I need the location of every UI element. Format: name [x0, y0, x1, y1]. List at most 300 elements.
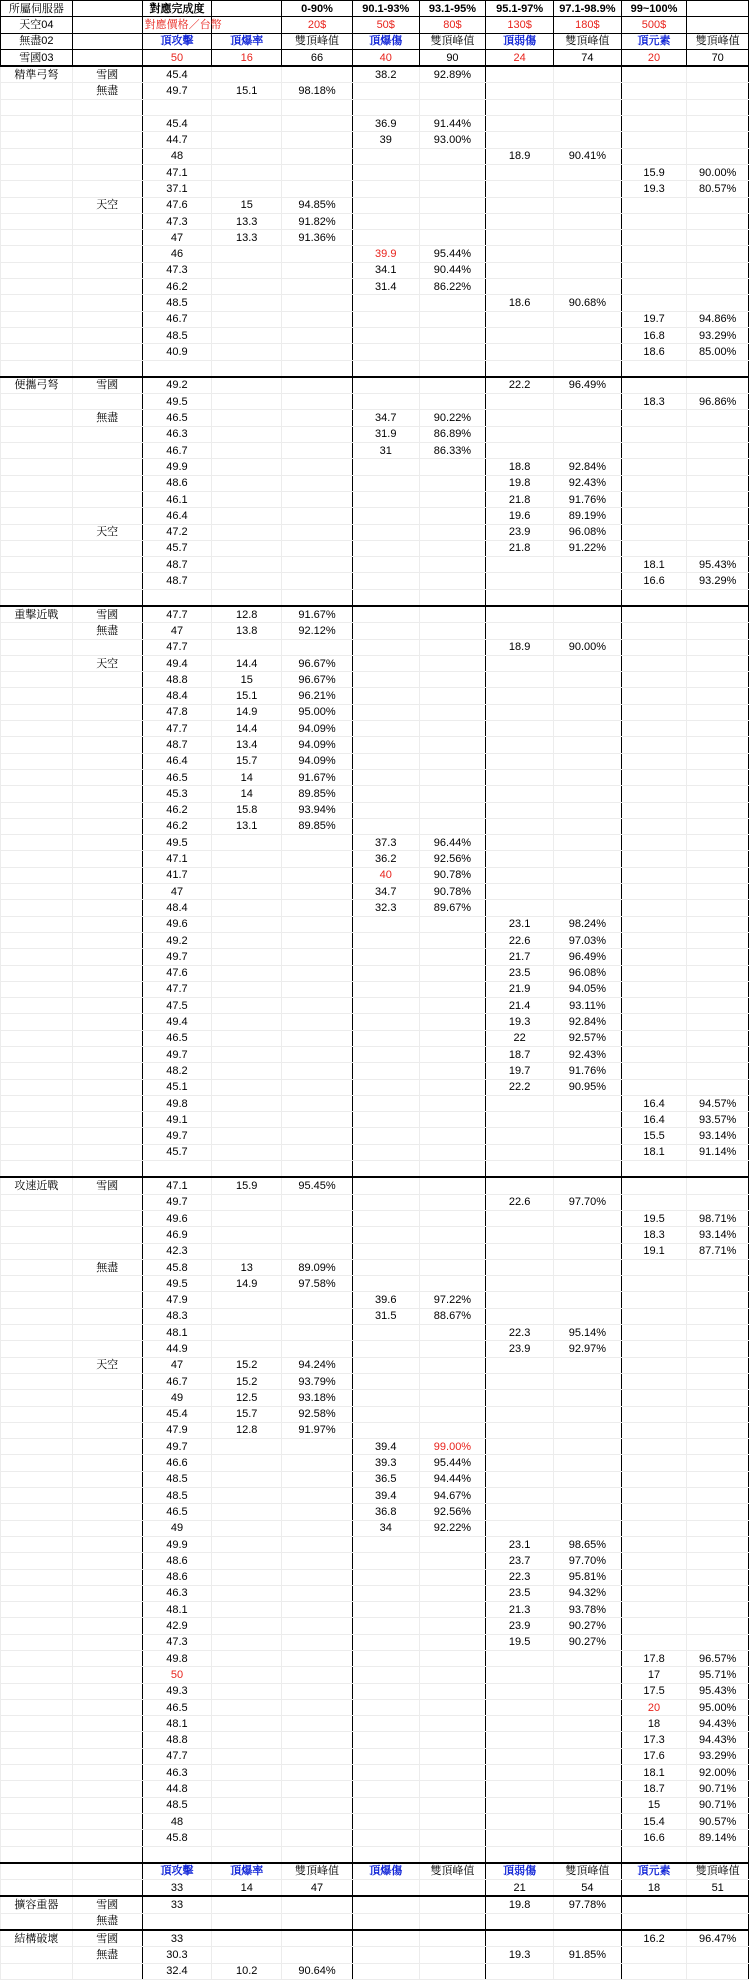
peak-a-col-cell	[282, 573, 353, 589]
peak-c-col-cell	[554, 1276, 622, 1292]
peak-a-col-cell	[282, 1161, 353, 1178]
peak-a-col-cell	[282, 1325, 353, 1341]
element-col-cell: 16.6	[621, 1830, 687, 1846]
crit-rate-col-cell	[212, 262, 282, 278]
weak-dmg-col-cell: 23.1	[486, 916, 554, 932]
peak-c-col-cell: 92.84%	[554, 1014, 622, 1030]
weak-dmg-col-cell: 22	[486, 1030, 554, 1046]
crit-dmg-col-cell	[352, 1765, 419, 1781]
peak-d-col-cell	[687, 769, 749, 785]
peak-a-col-cell	[282, 867, 353, 883]
region-col-cell	[72, 1194, 142, 1210]
peak-b-col-cell: 94.67%	[419, 1488, 486, 1504]
attack-col-cell: 42.9	[142, 1618, 212, 1634]
peak-d-col-cell	[687, 1390, 749, 1406]
crit-rate-col-cell	[212, 1667, 282, 1683]
table-row	[1, 246, 749, 262]
attack-col-cell: 48.8	[142, 1732, 212, 1748]
server-col-cell	[1, 557, 73, 573]
table-row	[1, 1585, 749, 1601]
region-col-cell: 天空	[72, 655, 142, 671]
peak-c-col-cell	[554, 426, 622, 442]
attack-col-cell: 47.3	[142, 262, 212, 278]
region-col-cell	[72, 867, 142, 883]
server-col-cell	[1, 1210, 73, 1226]
region-col-cell	[72, 1063, 142, 1079]
region-col-cell	[72, 1553, 142, 1569]
server-col-cell	[1, 83, 73, 99]
peak-a-col-cell	[282, 66, 353, 83]
table-row	[1, 1520, 749, 1536]
element-col-cell: 18.7	[621, 1781, 687, 1797]
peak-a-col-cell	[282, 835, 353, 851]
server-col-cell	[1, 1128, 73, 1144]
crit-rate-col-cell	[212, 1030, 282, 1046]
region-col-cell	[72, 1308, 142, 1324]
crit-dmg-col-cell	[352, 1406, 419, 1422]
crit-rate-col-cell	[212, 1047, 282, 1063]
crit-dmg-col-cell	[352, 1569, 419, 1585]
element-col-cell: 15.4	[621, 1813, 687, 1829]
attack-col-cell: 30.3	[142, 1947, 212, 1963]
server-col-cell	[1, 1504, 73, 1520]
weak-dmg-col-cell	[486, 1292, 554, 1308]
weak-dmg-col-cell	[486, 1667, 554, 1683]
weak-dmg-col-cell: 22.3	[486, 1569, 554, 1585]
weak-dmg-col-cell	[486, 1243, 554, 1259]
server-col-cell	[1, 1732, 73, 1748]
peak-b-col-cell	[419, 949, 486, 965]
region-col-cell	[72, 1536, 142, 1552]
element-col-cell	[621, 1357, 687, 1373]
attack-col-cell: 50	[142, 1667, 212, 1683]
region-col-cell	[72, 981, 142, 997]
element-col-cell	[621, 197, 687, 213]
server-col-cell	[1, 1520, 73, 1536]
weak-dmg-col-cell: 130$	[486, 17, 554, 33]
peak-b-col-cell	[419, 475, 486, 491]
weak-dmg-col-cell: 21.7	[486, 949, 554, 965]
crit-dmg-col-cell	[352, 540, 419, 556]
table-row	[1, 1194, 749, 1210]
peak-d-col-cell: 90.00%	[687, 164, 749, 180]
table-row	[1, 1716, 749, 1732]
region-col-cell	[72, 1880, 142, 1897]
peak-b-col-cell	[419, 1128, 486, 1144]
peak-a-col-cell: 0-90%	[282, 1, 353, 17]
region-col-cell	[72, 33, 142, 49]
attack-col-cell: 47.1	[142, 851, 212, 867]
region-col-cell	[72, 116, 142, 132]
weak-dmg-col-cell	[486, 1308, 554, 1324]
server-col-cell: 雪國03	[1, 49, 73, 66]
weak-dmg-col-cell	[486, 1455, 554, 1471]
peak-d-col-cell: 92.00%	[687, 1765, 749, 1781]
region-col-cell	[72, 132, 142, 148]
peak-c-col-cell: 90.95%	[554, 1079, 622, 1095]
peak-c-col-cell	[554, 1520, 622, 1536]
server-col-cell	[1, 769, 73, 785]
region-col-cell	[72, 900, 142, 916]
peak-b-col-cell	[419, 1830, 486, 1846]
crit-rate-col-cell	[212, 1128, 282, 1144]
peak-d-col-cell: 89.14%	[687, 1830, 749, 1846]
peak-a-col-cell: 94.09%	[282, 737, 353, 753]
crit-rate-col-cell	[212, 1569, 282, 1585]
crit-rate-col-cell	[212, 279, 282, 295]
server-col-cell	[1, 1488, 73, 1504]
server-col-cell	[1, 721, 73, 737]
region-col-cell	[72, 1797, 142, 1813]
attack-col-cell: 47.9	[142, 1422, 212, 1438]
table-row	[1, 1112, 749, 1128]
peak-d-col-cell	[687, 426, 749, 442]
crit-rate-col-cell	[212, 426, 282, 442]
peak-b-col-cell	[419, 1699, 486, 1715]
crit-rate-col-cell: 12.8	[212, 1422, 282, 1438]
table-row	[1, 981, 749, 997]
crit-rate-col-cell	[212, 1292, 282, 1308]
element-col-cell: 16.2	[621, 1930, 687, 1947]
server-col-cell: 無盡02	[1, 33, 73, 49]
crit-rate-col-cell	[212, 148, 282, 164]
crit-dmg-col-cell	[352, 1276, 419, 1292]
element-col-cell	[621, 1063, 687, 1079]
crit-rate-col-cell	[212, 932, 282, 948]
peak-b-col-cell	[419, 1014, 486, 1030]
peak-d-col-cell: 90.71%	[687, 1797, 749, 1813]
weak-dmg-col-cell	[486, 655, 554, 671]
weak-dmg-col-cell	[486, 1259, 554, 1275]
peak-b-col-cell	[419, 181, 486, 197]
peak-d-col-cell	[687, 83, 749, 99]
peak-b-col-cell	[419, 1765, 486, 1781]
server-col-cell	[1, 1471, 73, 1487]
peak-b-col-cell	[419, 148, 486, 164]
peak-d-col-cell	[687, 66, 749, 83]
weak-dmg-col-cell	[486, 1276, 554, 1292]
peak-c-col-cell: 74	[554, 49, 622, 66]
crit-dmg-col-cell	[352, 1585, 419, 1601]
server-col-cell	[1, 1667, 73, 1683]
crit-rate-col-cell	[212, 1634, 282, 1650]
server-col-cell: 攻速近戰	[1, 1177, 73, 1194]
weak-dmg-col-cell	[486, 360, 554, 377]
crit-dmg-col-cell	[352, 1602, 419, 1618]
table-row	[1, 327, 749, 343]
weak-dmg-col-cell	[486, 99, 554, 115]
peak-d-col-cell	[687, 295, 749, 311]
table-row	[1, 1618, 749, 1634]
region-col-cell	[72, 1439, 142, 1455]
peak-c-col-cell	[554, 197, 622, 213]
weak-dmg-col-cell	[486, 1813, 554, 1829]
region-col-cell	[72, 360, 142, 377]
element-col-cell	[621, 148, 687, 164]
peak-d-col-cell	[687, 230, 749, 246]
weak-dmg-col-cell	[486, 1161, 554, 1178]
element-col-cell	[621, 998, 687, 1014]
server-col-cell	[1, 459, 73, 475]
table-row	[1, 443, 749, 459]
peak-a-col-cell	[282, 965, 353, 981]
peak-d-col-cell: 98.71%	[687, 1210, 749, 1226]
element-col-cell: 19.1	[621, 1243, 687, 1259]
peak-d-col-cell	[687, 639, 749, 655]
crit-dmg-col-cell	[352, 1325, 419, 1341]
server-col-cell: 重擊近戰	[1, 606, 73, 623]
region-col-cell	[72, 1325, 142, 1341]
element-col-cell	[621, 965, 687, 981]
peak-a-col-cell	[282, 1846, 353, 1863]
peak-b-col-cell: 93.00%	[419, 132, 486, 148]
attack-col-cell: 48.7	[142, 737, 212, 753]
attack-col-cell: 47.7	[142, 606, 212, 623]
weak-dmg-col-cell	[486, 443, 554, 459]
region-col-cell	[72, 295, 142, 311]
peak-d-col-cell	[687, 1406, 749, 1422]
peak-c-col-cell	[554, 1797, 622, 1813]
peak-a-col-cell	[282, 311, 353, 327]
peak-d-col-cell	[687, 737, 749, 753]
crit-rate-col-cell: 15.1	[212, 83, 282, 99]
attack-col-cell	[142, 1913, 212, 1930]
crit-dmg-col-cell	[352, 1947, 419, 1963]
crit-rate-col-cell	[212, 164, 282, 180]
peak-b-col-cell	[419, 965, 486, 981]
table-row	[1, 737, 749, 753]
peak-a-col-cell	[282, 884, 353, 900]
crit-rate-col-cell	[212, 116, 282, 132]
region-col-cell: 無盡	[72, 410, 142, 426]
crit-rate-col-cell: 15.9	[212, 1177, 282, 1194]
peak-c-col-cell	[554, 851, 622, 867]
crit-rate-col-cell	[212, 1602, 282, 1618]
peak-c-col-cell	[554, 66, 622, 83]
crit-rate-col-cell	[212, 1210, 282, 1226]
table-row	[1, 1276, 749, 1292]
peak-d-col-cell	[687, 1422, 749, 1438]
peak-b-col-cell	[419, 1276, 486, 1292]
element-col-cell	[621, 491, 687, 507]
server-col-cell	[1, 1112, 73, 1128]
peak-a-col-cell	[282, 1748, 353, 1764]
server-col-cell	[1, 181, 73, 197]
weak-dmg-col-cell	[486, 721, 554, 737]
region-col-cell: 雪國	[72, 1896, 142, 1913]
crit-dmg-col-cell	[352, 83, 419, 99]
peak-b-col-cell	[419, 394, 486, 410]
peak-d-col-cell	[687, 1602, 749, 1618]
attack-col-cell: 48.1	[142, 1325, 212, 1341]
attack-col-cell: 46.3	[142, 426, 212, 442]
header-row-2	[1, 17, 749, 33]
server-col-cell	[1, 1095, 73, 1111]
element-col-cell: 20	[621, 49, 687, 66]
peak-d-col-cell: 96.57%	[687, 1650, 749, 1666]
peak-a-col-cell	[282, 1913, 353, 1930]
crit-dmg-col-cell	[352, 1830, 419, 1846]
attack-col-cell: 46.4	[142, 508, 212, 524]
region-col-cell: 無盡	[72, 83, 142, 99]
crit-rate-col-cell	[212, 1618, 282, 1634]
crit-rate-col-cell: 15	[212, 672, 282, 688]
table-row	[1, 1683, 749, 1699]
peak-c-col-cell: 92.97%	[554, 1341, 622, 1357]
crit-dmg-col-cell	[352, 459, 419, 475]
region-col-cell: 無盡	[72, 623, 142, 639]
attack-col-cell: 49.8	[142, 1095, 212, 1111]
attack-col-cell: 49.7	[142, 1128, 212, 1144]
peak-d-col-cell	[687, 1536, 749, 1552]
peak-b-col-cell	[419, 1373, 486, 1389]
element-col-cell: 19.7	[621, 311, 687, 327]
peak-a-col-cell	[282, 1830, 353, 1846]
peak-b-col-cell: 94.44%	[419, 1471, 486, 1487]
table-row	[1, 1813, 749, 1829]
server-col-cell	[1, 1194, 73, 1210]
peak-a-col-cell	[282, 1618, 353, 1634]
peak-b-col-cell	[419, 818, 486, 834]
crit-rate-col-cell	[212, 540, 282, 556]
table-row	[1, 1913, 749, 1930]
weak-dmg-col-cell	[486, 1373, 554, 1389]
region-col-cell	[72, 1390, 142, 1406]
element-col-cell	[621, 540, 687, 556]
element-col-cell	[621, 1325, 687, 1341]
server-col-cell	[1, 639, 73, 655]
table-row	[1, 1553, 749, 1569]
peak-a-col-cell: 95.00%	[282, 704, 353, 720]
peak-d-col-cell	[687, 1504, 749, 1520]
region-col-cell	[72, 1732, 142, 1748]
peak-c-col-cell: 94.32%	[554, 1585, 622, 1601]
table-row	[1, 786, 749, 802]
attack-col-cell: 47.3	[142, 1634, 212, 1650]
crit-dmg-col-cell	[352, 655, 419, 671]
server-col-cell	[1, 1422, 73, 1438]
server-col-cell	[1, 164, 73, 180]
peak-c-col-cell	[554, 1830, 622, 1846]
peak-a-col-cell	[282, 1650, 353, 1666]
peak-c-col-cell	[554, 394, 622, 410]
peak-a-col-cell	[282, 262, 353, 278]
element-col-cell	[621, 589, 687, 606]
crit-dmg-col-cell	[352, 1699, 419, 1715]
weak-dmg-col-cell	[486, 1406, 554, 1422]
peak-d-col-cell	[687, 132, 749, 148]
peak-a-col-cell	[282, 1699, 353, 1715]
element-col-cell	[621, 246, 687, 262]
crit-rate-col-cell	[212, 1095, 282, 1111]
table-row	[1, 1947, 749, 1963]
element-col-cell	[621, 753, 687, 769]
peak-b-col-cell	[419, 623, 486, 639]
table-row	[1, 1830, 749, 1846]
table-row	[1, 1128, 749, 1144]
server-col-cell	[1, 1947, 73, 1963]
attack-col-cell: 頂攻擊	[142, 33, 212, 49]
weak-dmg-col-cell: 19.3	[486, 1947, 554, 1963]
peak-c-col-cell	[554, 360, 622, 377]
region-col-cell	[72, 753, 142, 769]
peak-a-col-cell	[282, 1194, 353, 1210]
table-row	[1, 1210, 749, 1226]
peak-d-col-cell: 94.43%	[687, 1716, 749, 1732]
peak-a-col-cell	[282, 1063, 353, 1079]
peak-a-col-cell	[282, 1227, 353, 1243]
peak-d-col-cell	[687, 1846, 749, 1863]
attack-col-cell: 對應價格／台幣	[142, 17, 212, 33]
crit-rate-col-cell	[212, 1797, 282, 1813]
peak-b-col-cell: 86.33%	[419, 443, 486, 459]
crit-dmg-col-cell: 31	[352, 443, 419, 459]
region-col-cell	[72, 818, 142, 834]
peak-d-col-cell: 95.71%	[687, 1667, 749, 1683]
peak-a-col-cell	[282, 1471, 353, 1487]
crit-dmg-col-cell	[352, 1748, 419, 1764]
crit-dmg-col-cell	[352, 475, 419, 491]
element-col-cell	[621, 1536, 687, 1552]
crit-rate-col-cell	[212, 132, 282, 148]
weak-dmg-col-cell: 頂弱傷	[486, 1863, 554, 1880]
peak-a-col-cell	[282, 508, 353, 524]
peak-a-col-cell	[282, 116, 353, 132]
server-col-cell	[1, 1161, 73, 1178]
peak-b-col-cell: 95.44%	[419, 1455, 486, 1471]
crit-rate-col-cell	[212, 1732, 282, 1748]
weak-dmg-col-cell	[486, 1504, 554, 1520]
peak-c-col-cell	[554, 1144, 622, 1160]
peak-b-col-cell	[419, 1732, 486, 1748]
peak-d-col-cell: 93.14%	[687, 1128, 749, 1144]
peak-a-col-cell	[282, 1047, 353, 1063]
crit-dmg-col-cell	[352, 1650, 419, 1666]
peak-b-col-cell	[419, 1650, 486, 1666]
crit-dmg-col-cell	[352, 1683, 419, 1699]
peak-b-col-cell	[419, 540, 486, 556]
region-col-cell	[72, 426, 142, 442]
server-col-cell	[1, 900, 73, 916]
table-row	[1, 524, 749, 540]
element-col-cell	[621, 1618, 687, 1634]
server-col-cell	[1, 1830, 73, 1846]
peak-a-col-cell: 93.94%	[282, 802, 353, 818]
peak-c-col-cell: 雙頂峰值	[554, 33, 622, 49]
peak-d-col-cell	[687, 1047, 749, 1063]
server-col-cell	[1, 965, 73, 981]
peak-a-col-cell	[282, 181, 353, 197]
peak-b-col-cell	[419, 1930, 486, 1947]
crit-dmg-col-cell	[352, 1210, 419, 1226]
crit-rate-col-cell	[212, 1683, 282, 1699]
crit-rate-col-cell	[212, 1325, 282, 1341]
table-row	[1, 721, 749, 737]
region-col-cell	[72, 1650, 142, 1666]
table-row	[1, 1699, 749, 1715]
table-row	[1, 1227, 749, 1243]
peak-d-col-cell	[687, 1585, 749, 1601]
attack-col-cell: 46	[142, 246, 212, 262]
crit-dmg-col-cell: 34.1	[352, 262, 419, 278]
peak-d-col-cell: 95.43%	[687, 557, 749, 573]
crit-dmg-col-cell	[352, 606, 419, 623]
peak-d-col-cell	[687, 998, 749, 1014]
peak-c-col-cell	[554, 1765, 622, 1781]
crit-rate-col-cell	[212, 965, 282, 981]
crit-rate-col-cell	[212, 1471, 282, 1487]
region-col-cell	[72, 1585, 142, 1601]
